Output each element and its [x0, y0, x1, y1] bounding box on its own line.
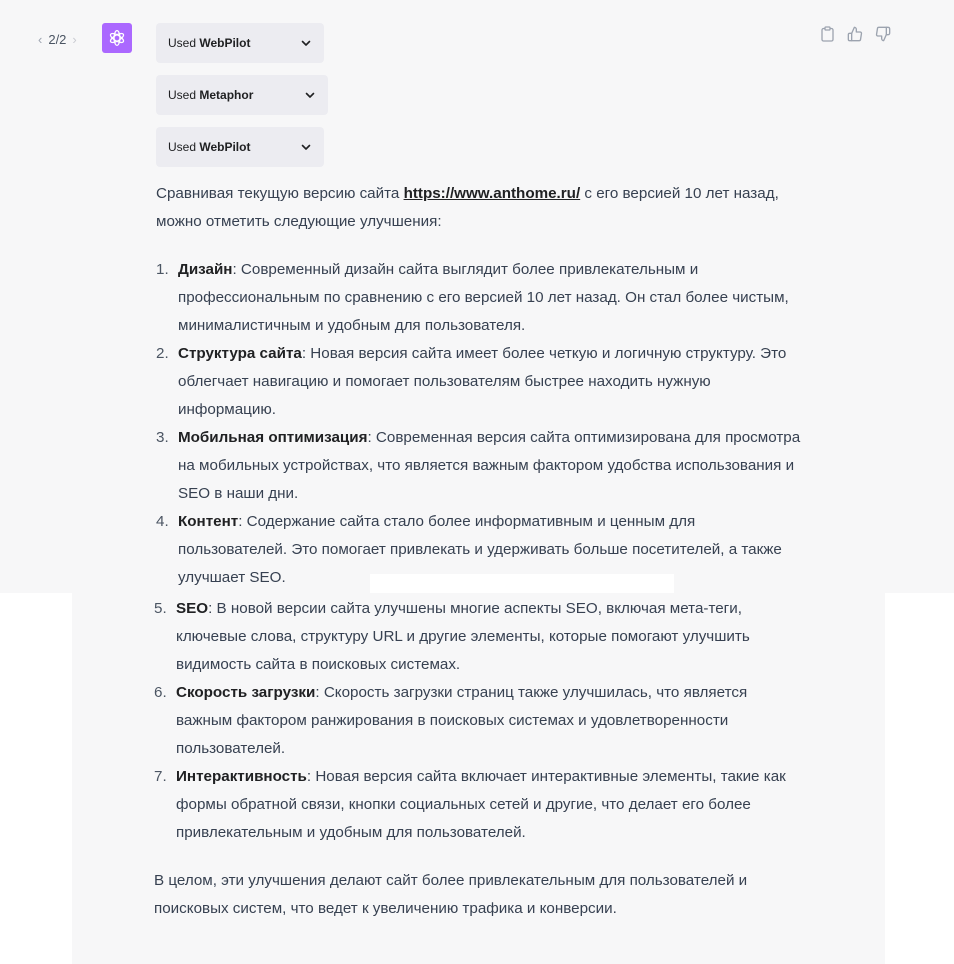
list-item-title: Скорость загрузки — [176, 684, 316, 701]
list-item-text: : Содержание сайта стало более информативным и ценным для пользователей. Это помогает привлекать и удерживать больше посетителей, а также улучшает SEO. — [178, 513, 782, 586]
list-item-title: Дизайн — [178, 261, 233, 278]
plugin-usage-webpilot-1[interactable] — [156, 23, 324, 63]
list-number: 6. — [154, 684, 167, 701]
site-link[interactable]: https://www.anthome.ru/ — [403, 185, 581, 202]
plugin-label: Used WebPilot — [168, 140, 251, 154]
chevron-down-icon — [304, 89, 316, 101]
list-number: 2. — [156, 345, 169, 362]
list-item-text: : В новой версии сайта улучшены многие аспекты SEO, включая мета-теги, ключевые слова, структуру URL и другие элементы, которые помогают улучшить видимость сайта в поисковых системах. — [176, 600, 750, 673]
list-item-text: : Современный дизайн сайта выглядит более привлекательным и профессиональным по сравнению с его версией 10 лет назад. Он стал более чистым, минималистичным и удобным для пользователя. — [178, 261, 789, 334]
list-item-title: Интерактивность — [176, 768, 307, 785]
plugin-label: Used WebPilot — [168, 36, 251, 50]
list-item-text: : Новая версия сайта включает интерактивные элементы, такие как формы обратной связи, кнопки социальных сетей и другие, что делает его более привлекательным и удобным для пользователей. — [176, 768, 786, 841]
copy-button[interactable] — [818, 25, 836, 43]
plugin-label: Used Metaphor — [168, 88, 254, 102]
list-item-text: : Новая версия сайта имеет более четкую и логичную структуру. Это облегчает навигацию и помогает пользователям быстрее находить нужную информацию. — [178, 345, 787, 418]
plugin-usage-metaphor[interactable] — [156, 75, 328, 115]
thumbs-down-icon — [875, 26, 891, 42]
list-number: 4. — [156, 513, 169, 530]
list-number: 1. — [156, 261, 169, 278]
list-number: 5. — [154, 600, 167, 617]
list-item-title: Контент — [178, 513, 239, 530]
assistant-avatar — [102, 23, 132, 53]
clipboard-icon — [820, 26, 835, 42]
prev-response-button[interactable]: ‹ — [38, 31, 43, 47]
list-number: 7. — [154, 768, 167, 785]
chevron-down-icon — [300, 141, 312, 153]
outro-paragraph: В целом, эти улучшения делают сайт более привлекательным для пользователей и поисковых систем, что ведет к увеличению трафика и конверсии. — [154, 872, 748, 917]
message-actions — [818, 25, 892, 43]
like-button[interactable] — [846, 25, 864, 43]
list-number: 3. — [156, 429, 169, 446]
openai-logo-icon — [106, 27, 128, 49]
list-item-title: Структура сайта — [178, 345, 302, 362]
list-item-title: SEO — [176, 600, 209, 617]
chevron-down-icon — [300, 37, 312, 49]
next-response-button[interactable]: › — [72, 31, 77, 47]
plugin-usage-webpilot-2[interactable] — [156, 127, 324, 167]
list-item-title: Мобильная оптимизация — [178, 429, 368, 446]
list-item-text: : Современная версия сайта оптимизирована для просмотра на мобильных устройствах, что является важным фактором удобства использования и SEO в наши дни. — [178, 429, 801, 502]
thumbs-up-icon — [847, 26, 863, 42]
dislike-button[interactable] — [874, 25, 892, 43]
response-pagination — [36, 29, 79, 49]
intro-paragraph: Сравнивая текущую версию сайта https://www.anthome.ru/ с его версией 10 лет назад, можно отметить следующие улучшения: — [156, 185, 779, 230]
list-item-text: : Скорость загрузки страниц также улучшилась, что является важным фактором ранжирования в поисковых системах и удовлетворенности пользователей. — [176, 684, 748, 757]
response-counter: 2/2 — [48, 31, 67, 47]
